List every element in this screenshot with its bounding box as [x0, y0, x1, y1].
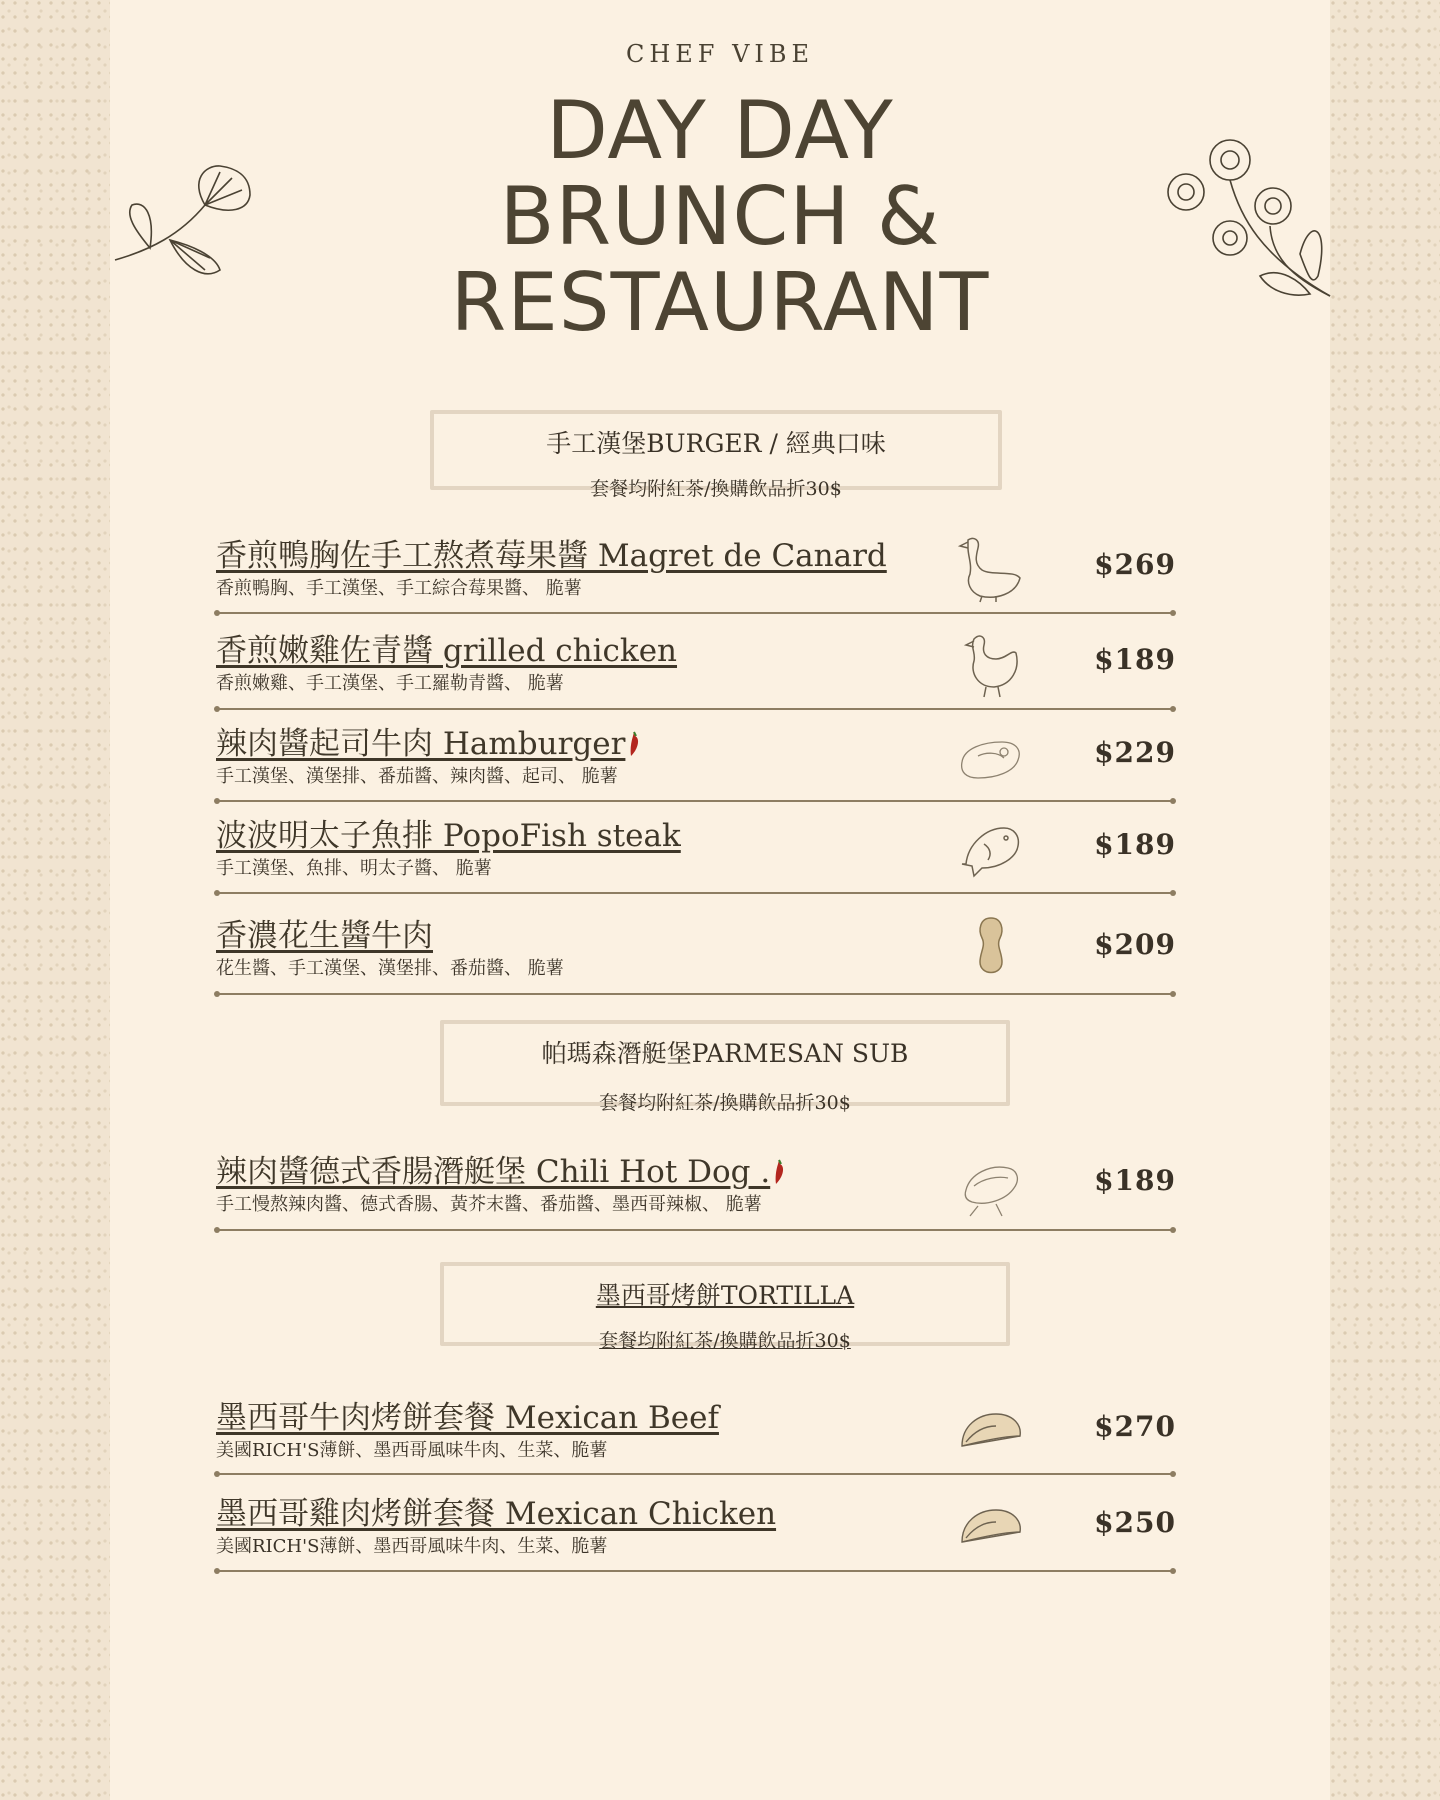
item-description: 香煎鴨胸、手工漢堡、手工綜合莓果醬、 脆薯 [216, 578, 582, 599]
item-divider [216, 993, 1174, 995]
item-price: $189 [1094, 1164, 1176, 1197]
item-divider [216, 892, 1174, 894]
item-description: 花生醬、手工漢堡、漢堡排、番茄醬、 脆薯 [216, 958, 564, 979]
item-description: 手工慢熬辣肉醬、德式香腸、黃芥末醬、番茄醬、墨西哥辣椒、 脆薯 [216, 1194, 762, 1215]
menu-item [216, 1392, 1176, 1482]
section-sub-header [440, 1020, 1010, 1114]
section-title: 手工漢堡BURGER / 經典口味 [546, 429, 886, 458]
item-description: 美國RICH'S薄餅、墨西哥風味牛肉、生菜、脆薯 [216, 1536, 608, 1557]
item-price: $229 [1094, 736, 1176, 769]
item-name-text: 辣肉醬德式香腸潛艇堡 Chili Hot Dog . [216, 1154, 771, 1190]
menu-item [216, 1488, 1176, 1578]
item-price: $269 [1094, 548, 1176, 581]
item-name: 波波明太子魚排 PopoFish steak [216, 818, 681, 854]
item-description: 手工漢堡、漢堡排、番茄醬、辣肉醬、起司、 脆薯 [216, 766, 618, 787]
section-burger-header [430, 410, 1002, 500]
item-price: $209 [1094, 928, 1176, 961]
fish-icon [956, 814, 1026, 884]
taco-icon [956, 1492, 1026, 1562]
item-divider [216, 1570, 1174, 1572]
item-description: 香煎嫩雞、手工漢堡、手工羅勒青醬、 脆薯 [216, 673, 564, 694]
item-description: 手工漢堡、魚排、明太子醬、 脆薯 [216, 858, 492, 879]
title-line-1: DAY DAY [546, 84, 894, 177]
item-price: $189 [1094, 643, 1176, 676]
section-subtitle: 套餐均附紅茶/換購飲品折30$ [599, 1330, 851, 1352]
title-line-3: RESTAURANT [450, 256, 990, 349]
hotdog-icon [956, 1150, 1026, 1220]
menu-item [216, 810, 1176, 900]
item-name: 墨西哥牛肉烤餅套餐 Mexican Beef [216, 1400, 719, 1436]
item-name: 香煎嫩雞佐青醬 grilled chicken [216, 633, 678, 669]
title-line-2: BRUNCH & [499, 170, 941, 263]
chili-pepper-icon [772, 1158, 786, 1186]
item-price: $250 [1094, 1506, 1176, 1539]
section-subtitle: 套餐均附紅茶/換購飲品折30$ [590, 478, 842, 500]
item-name: 香煎鴨胸佐手工熬煮莓果醬 Magret de Canard [216, 538, 887, 574]
item-name-text: 辣肉醬起司牛肉 Hamburger [216, 726, 626, 762]
taco-icon [956, 1396, 1026, 1466]
item-name: 墨西哥雞肉烤餅套餐 Mexican Chicken [216, 1496, 777, 1532]
ginkgo-leaf-icon [110, 160, 260, 300]
chicken-icon [956, 629, 1026, 699]
section-title: 墨西哥烤餅TORTILLA [595, 1281, 855, 1310]
steak-icon [956, 722, 1026, 792]
item-divider [216, 800, 1174, 802]
section-title: 帕瑪森潛艇堡PARMESAN SUB [541, 1039, 909, 1068]
item-divider [216, 612, 1174, 614]
item-divider [216, 1229, 1174, 1231]
menu-item [216, 1146, 1176, 1236]
brand-name: CHEF VIBE [625, 40, 815, 68]
section-subtitle: 套餐均附紅茶/換購飲品折30$ [599, 1092, 851, 1114]
menu-item [216, 625, 1176, 715]
item-divider [216, 1473, 1174, 1475]
item-name [216, 718, 641, 763]
duck-icon [956, 534, 1026, 604]
item-price: $189 [1094, 828, 1176, 861]
item-price: $270 [1094, 1410, 1176, 1443]
section-tortilla-header [440, 1262, 1010, 1352]
item-divider [216, 708, 1174, 710]
flower-branch-icon [1160, 136, 1340, 306]
menu-item [216, 530, 1176, 620]
peanut-icon [956, 914, 1026, 984]
chili-pepper-icon [627, 730, 641, 758]
item-description: 美國RICH'S薄餅、墨西哥風味牛肉、生菜、脆薯 [216, 1440, 608, 1461]
menu-item [216, 910, 1176, 1000]
item-name: 香濃花生醬牛肉 [216, 918, 433, 954]
item-name [216, 1146, 786, 1191]
menu-item [216, 718, 1176, 808]
